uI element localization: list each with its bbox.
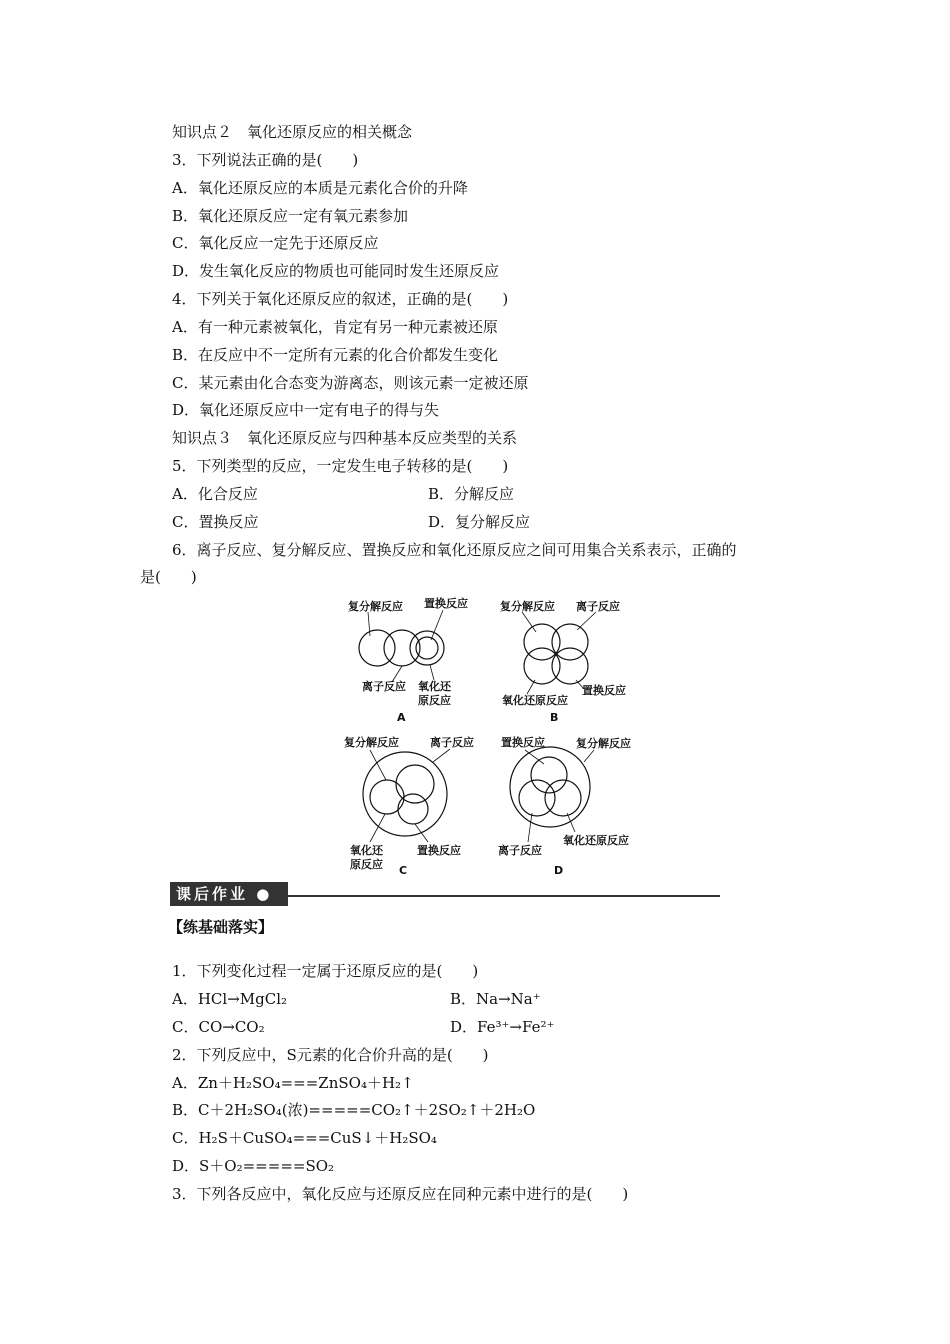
- label-c-zhihuan: 置换反应: [417, 844, 461, 857]
- hw-question-2-option-b: B．C＋2H₂SO₄(浓)=====CO₂↑＋2SO₂↑＋2H₂O: [172, 1101, 536, 1119]
- label-c-fufenjie: 复分解反应: [344, 736, 399, 749]
- homework-subheading: 【练基础落实】: [168, 918, 274, 936]
- question-5-option-b: B．分解反应: [428, 485, 515, 503]
- hw-question-2-option-d: D．S＋O₂=====SO₂: [172, 1157, 335, 1175]
- question-5-option-d: D．复分解反应: [428, 513, 531, 531]
- circle-c-fufenjie: [370, 780, 404, 814]
- venn-option-d: [498, 735, 631, 877]
- question-5-stem: 5．下列类型的反应，一定发生电子转移的是( ): [172, 457, 509, 475]
- question-6-stem: 6．离子反应、复分解反应、置换反应和氧化还原反应之间可用集合关系表示，正确的: [172, 541, 737, 559]
- hw-question-1-option-d: D．Fe³⁺→Fe²⁺: [450, 1018, 555, 1036]
- circle-b-yanghua: [524, 648, 560, 684]
- question-3-option-a: A．氧化还原反应的本质是元素化合价的升降: [172, 179, 468, 197]
- hw-question-2-option-c: C．H₂S＋CuSO₄===CuS↓＋H₂SO₄: [172, 1129, 437, 1147]
- label-b-fufenjie: 复分解反应: [500, 600, 555, 613]
- question-5-option-a: A．化合反应: [172, 485, 258, 503]
- label-a-zhihuan: 置换反应: [424, 597, 468, 610]
- venn-option-a: [348, 596, 468, 724]
- label-a-fufenjie: 复分解反应: [348, 600, 403, 613]
- hw-question-2-stem: 2．下列反应中，S元素的化合价升高的是( ): [172, 1046, 489, 1064]
- hw-question-1-stem: 1．下列变化过程一定属于还原反应的是( ): [172, 962, 479, 980]
- homework-banner-text: 课后作业: [176, 885, 249, 903]
- label-b-yanghua: 氧化还原反应: [502, 694, 568, 707]
- label-a-yanghua-2: 原反应: [418, 694, 451, 707]
- section-heading-3: 知识点３ 氧化还原反应与四种基本反应类型的关系: [172, 429, 518, 447]
- hw-question-1-option-a: A．HCl→MgCl₂: [172, 990, 288, 1008]
- circle-a-lizi: [384, 630, 420, 666]
- bullet-dot-icon: ●: [256, 885, 270, 903]
- hw-question-3-stem: 3．下列各反应中，氧化反应与还原反应在同种元素中进行的是( ): [172, 1185, 629, 1203]
- option-label-d: D: [554, 864, 564, 877]
- question-3-option-b: B．氧化还原反应一定有氧元素参加: [172, 207, 409, 225]
- circle-b-fufenjie: [524, 624, 560, 660]
- circle-c-yanghua: [396, 765, 434, 803]
- question-4-option-b: B．在反应中不一定所有元素的化合价都发生变化: [172, 346, 499, 364]
- hw-question-2-option-a: A．Zn＋H₂SO₄===ZnSO₄＋H₂↑: [172, 1074, 414, 1092]
- label-b-lizi: 离子反应: [576, 600, 620, 613]
- question-4-stem: 4．下列关于氧化还原反应的叙述，正确的是( ): [172, 290, 509, 308]
- circle-d-fufenjie-outer: [510, 747, 590, 827]
- circle-a-yanghua: [410, 631, 444, 665]
- question-3-option-c: C．氧化反应一定先于还原反应: [172, 234, 379, 252]
- label-a-lizi: 离子反应: [362, 680, 406, 693]
- question-3-option-d: D．发生氧化反应的物质也可能同时发生还原反应: [172, 262, 500, 280]
- circle-b-lizi: [552, 624, 588, 660]
- circle-c-lizi-outer: [363, 752, 447, 836]
- question-3-stem: 3．下列说法正确的是( ): [172, 151, 359, 169]
- circle-a-zhihuan: [416, 637, 438, 659]
- question-6-stem-continued: 是( ): [140, 568, 197, 586]
- hw-question-1-option-b: B．Na→Na⁺: [450, 990, 541, 1008]
- section-heading-2: 知识点２ 氧化还原反应的相关概念: [172, 123, 413, 141]
- homework-banner-label: [170, 882, 288, 906]
- label-d-yanghua: 氧化还原反应: [563, 834, 629, 847]
- label-c-lizi: 离子反应: [430, 736, 474, 749]
- label-b-zhihuan: 置换反应: [582, 684, 626, 697]
- label-d-lizi: 离子反应: [498, 844, 542, 857]
- circle-c-zhihuan: [398, 794, 428, 824]
- question-5-option-c: C．置换反应: [172, 513, 259, 531]
- venn-diagram-figure: [330, 590, 660, 885]
- question-4-option-c: C．某元素由化合态变为游离态，则该元素一定被还原: [172, 374, 529, 392]
- question-4-option-a: A．有一种元素被氧化，肯定有另一种元素被还原: [172, 318, 498, 336]
- option-label-c: C: [399, 864, 408, 877]
- label-d-zhihuan: 置换反应: [501, 736, 545, 749]
- label-c-yanghua-2: 原反应: [350, 858, 383, 871]
- label-a-yanghua-1: 氧化还: [418, 680, 451, 693]
- homework-banner-rule: [288, 895, 720, 897]
- option-label-a: A: [397, 711, 406, 724]
- circle-b-zhihuan: [552, 648, 588, 684]
- option-label-b: B: [550, 711, 559, 724]
- label-c-yanghua-1: 氧化还: [350, 844, 383, 857]
- venn-option-b: [500, 599, 626, 724]
- question-4-option-d: D．氧化还原反应中一定有电子的得与失: [172, 401, 440, 419]
- hw-question-1-option-c: C．CO→CO₂: [172, 1018, 265, 1036]
- venn-option-c: [344, 735, 474, 877]
- label-d-fufenjie: 复分解反应: [576, 737, 631, 750]
